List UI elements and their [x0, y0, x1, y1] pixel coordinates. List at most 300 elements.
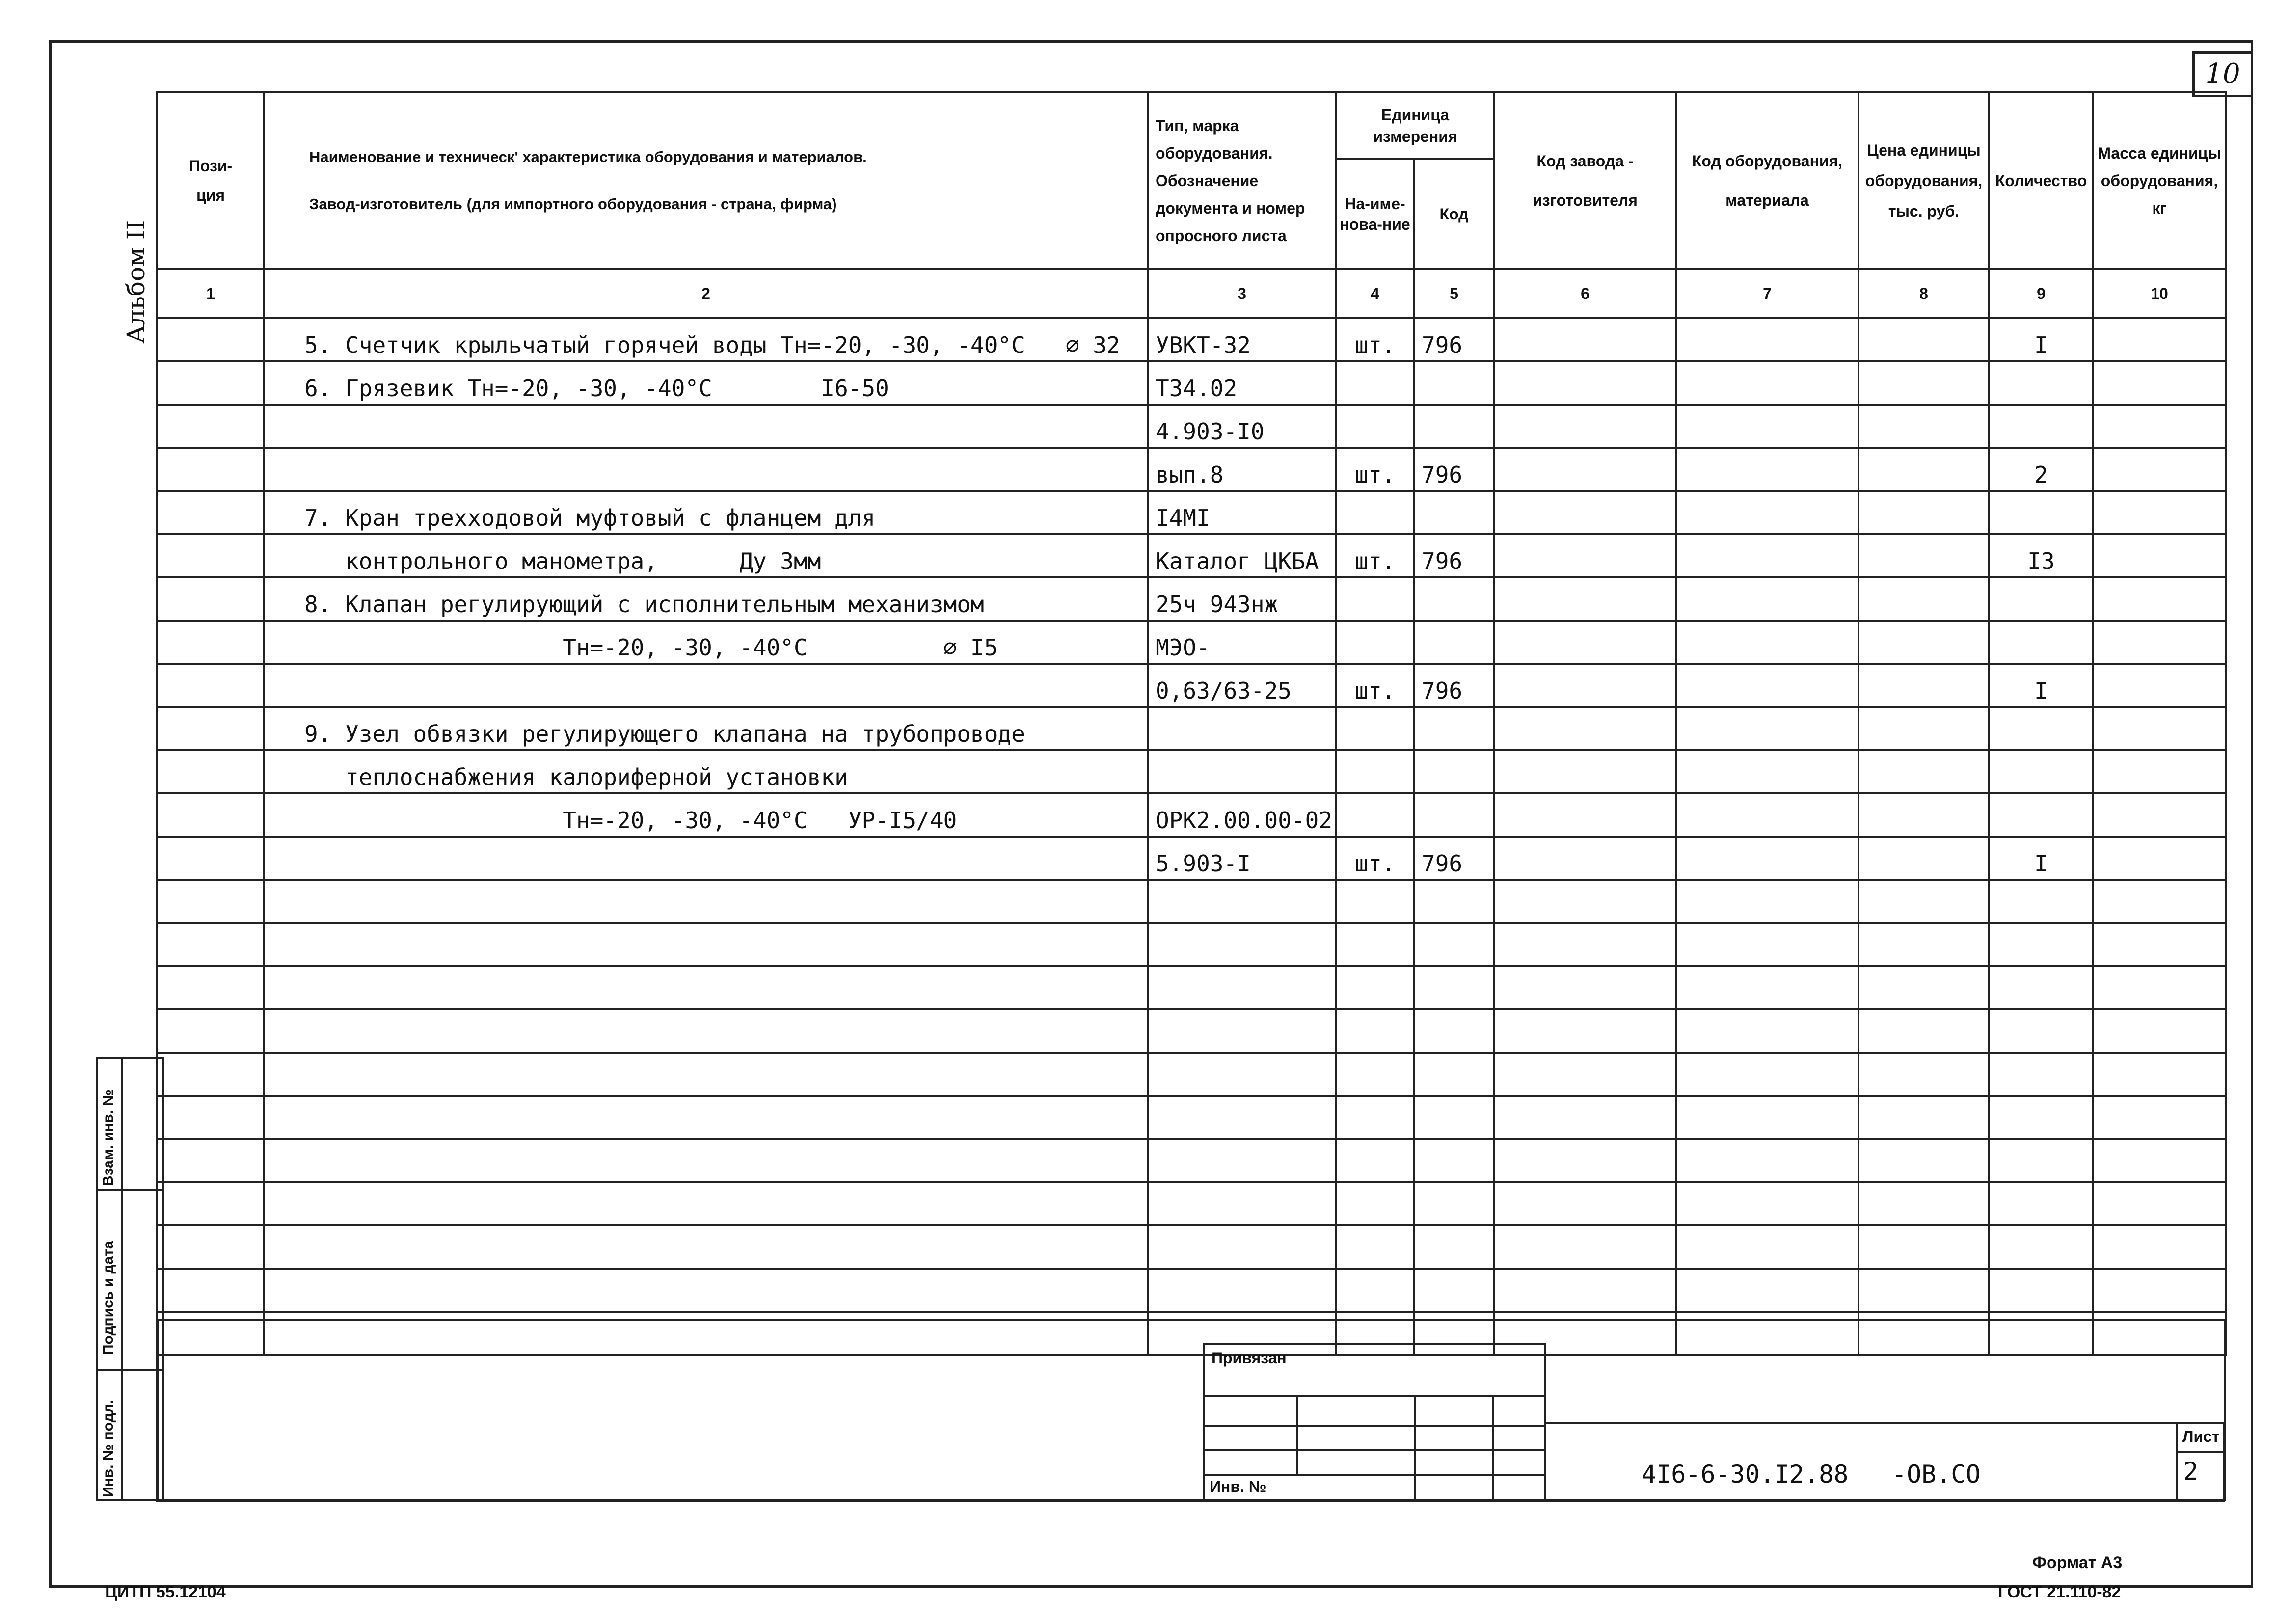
- table-cell-f10: [2093, 966, 2226, 1009]
- table-cell-type: 25ч 943нж: [1148, 577, 1336, 621]
- table-cell-f7: [1676, 793, 1859, 837]
- table-cell-type: [1148, 1053, 1336, 1096]
- header-type: [1148, 92, 1336, 269]
- table-cell-f6: [1494, 923, 1676, 966]
- header-unit-name-text: На-име-нова-ние: [1340, 195, 1410, 233]
- table-cell-qty: [1989, 1139, 2093, 1182]
- table-cell-pos: [157, 923, 264, 966]
- table-cell-pos: [157, 966, 264, 1009]
- table-cell-unit: [1336, 793, 1414, 837]
- table-cell-f8: [1859, 318, 1989, 361]
- sheet-corner-number: 10: [2192, 51, 2253, 97]
- table-cell-code: [1414, 1139, 1494, 1182]
- side-box-divider: [121, 1057, 123, 1501]
- table-cell-pos: [157, 361, 264, 405]
- table-cell-type: [1148, 707, 1336, 750]
- table-cell-name: [264, 1269, 1148, 1312]
- table-row: [157, 1009, 2226, 1053]
- stamp-vline: [1492, 1395, 1494, 1500]
- table-cell-code: 796: [1414, 534, 1494, 577]
- table-cell-pos: [157, 707, 264, 750]
- table-cell-f7: [1676, 1053, 1859, 1096]
- table-cell-qty: [1989, 750, 2093, 793]
- table-cell-unit: [1336, 1009, 1414, 1053]
- table-row: [157, 361, 2226, 405]
- table-cell-unit: шт.: [1336, 534, 1414, 577]
- table-cell-f6: [1494, 707, 1676, 750]
- table-cell-f7: [1676, 448, 1859, 491]
- table-cell-f7: [1676, 534, 1859, 577]
- album-label: Альбом II: [122, 220, 150, 344]
- table-row: [157, 880, 2226, 923]
- table-cell-unit: [1336, 1182, 1414, 1225]
- col-num: 2: [264, 269, 1148, 318]
- table-cell-f6: [1494, 621, 1676, 664]
- table-cell-name: 6. Грязевик Тн=-20, -30, -40°С I6-50: [264, 361, 1148, 405]
- table-cell-name: 7. Кран трехходовой муфтовый с фланцем для: [264, 491, 1148, 534]
- table-cell-f8: [1859, 923, 1989, 966]
- table-cell-f8: [1859, 793, 1989, 837]
- col-num: 3: [1148, 269, 1336, 318]
- table-cell-code: [1414, 1182, 1494, 1225]
- header-price-text: Цена единицы оборудования, тыс. руб.: [1865, 141, 1983, 220]
- header-position-text: Пози- ция: [189, 157, 233, 204]
- table-cell-unit: [1336, 1053, 1414, 1096]
- header-unit-code: [1414, 159, 1494, 269]
- table-cell-code: 796: [1414, 448, 1494, 491]
- table-cell-qty: [1989, 1096, 2093, 1139]
- table-cell-name: [264, 1182, 1148, 1225]
- table-cell-f6: [1494, 1009, 1676, 1053]
- table-cell-unit: [1336, 405, 1414, 448]
- header-unit-code-text: Код: [1439, 205, 1469, 223]
- table-cell-f6: [1494, 750, 1676, 793]
- table-cell-f7: [1676, 405, 1859, 448]
- format-label: Формат А3: [2032, 1553, 2123, 1572]
- table-cell-f6: [1494, 1269, 1676, 1312]
- table-cell-f10: [2093, 448, 2226, 491]
- table-cell-type: [1148, 1225, 1336, 1269]
- col-num: 1: [157, 269, 264, 318]
- table-cell-f8: [1859, 1269, 1989, 1312]
- table-cell-pos: [157, 1009, 264, 1053]
- table-cell-pos: [157, 491, 264, 534]
- table-cell-pos: [157, 793, 264, 837]
- table-cell-f7: [1676, 491, 1859, 534]
- table-row: [157, 405, 2226, 448]
- table-cell-f7: [1676, 361, 1859, 405]
- table-cell-type: [1148, 1096, 1336, 1139]
- table-row: [157, 793, 2226, 837]
- table-row: [157, 621, 2226, 664]
- table-cell-f8: [1859, 664, 1989, 707]
- table-cell-type: 5.903-I: [1148, 837, 1336, 880]
- table-cell-f10: [2093, 1009, 2226, 1053]
- table-cell-qty: [1989, 1225, 2093, 1269]
- table-cell-code: [1414, 793, 1494, 837]
- table-cell-name: [264, 880, 1148, 923]
- table-cell-pos: [157, 405, 264, 448]
- table-cell-pos: [157, 1139, 264, 1182]
- table-cell-type: [1148, 750, 1336, 793]
- table-cell-name: контрольного манометра, Ду 3мм: [264, 534, 1148, 577]
- header-name-line1: Наименование и техническ' характеристика оборудования и материалов.: [309, 148, 867, 165]
- table-cell-pos: [157, 1225, 264, 1269]
- table-cell-unit: шт.: [1336, 448, 1414, 491]
- col-num: 6: [1494, 269, 1676, 318]
- table-cell-f6: [1494, 1053, 1676, 1096]
- table-cell-f7: [1676, 1139, 1859, 1182]
- table-cell-qty: [1989, 707, 2093, 750]
- table-cell-f7: [1676, 1269, 1859, 1312]
- table-cell-code: 796: [1414, 318, 1494, 361]
- specification-table: [156, 91, 2227, 1356]
- table-cell-f10: [2093, 1225, 2226, 1269]
- table-cell-type: [1148, 1139, 1336, 1182]
- table-cell-f10: [2093, 664, 2226, 707]
- table-cell-f10: [2093, 837, 2226, 880]
- table-cell-qty: [1989, 577, 2093, 621]
- header-factory-code-text: Код завода - изготовителя: [1533, 152, 1638, 209]
- list-label: Лист: [2182, 1428, 2220, 1445]
- header-name: [264, 92, 1148, 269]
- header-type-text: Тип, марка оборудования. Обозначение документа и номер опросного листа: [1156, 117, 1305, 244]
- table-cell-name: [264, 1225, 1148, 1269]
- table-cell-type: 4.903-I0: [1148, 405, 1336, 448]
- table-cell-qty: [1989, 361, 2093, 405]
- title-block-line: [1544, 1422, 2225, 1424]
- table-cell-pos: [157, 1182, 264, 1225]
- table-cell-qty: [1989, 793, 2093, 837]
- header-equipment-code-text: Код оборудования, материала: [1692, 152, 1843, 209]
- header-price: [1859, 92, 1989, 269]
- table-cell-name: [264, 1009, 1148, 1053]
- table-cell-name: 5. Счетчик крыльчатый горячей воды Тн=-20, -30, -40°С ⌀ 32: [264, 318, 1148, 361]
- table-cell-unit: [1336, 1225, 1414, 1269]
- table-cell-f7: [1676, 664, 1859, 707]
- table-cell-qty: 2: [1989, 448, 2093, 491]
- table-cell-f6: [1494, 793, 1676, 837]
- table-cell-qty: [1989, 491, 2093, 534]
- table-cell-code: [1414, 491, 1494, 534]
- table-cell-code: 796: [1414, 837, 1494, 880]
- table-cell-code: [1414, 405, 1494, 448]
- table-cell-pos: [157, 837, 264, 880]
- table-cell-f8: [1859, 1182, 1989, 1225]
- table-cell-f10: [2093, 534, 2226, 577]
- table-cell-f6: [1494, 1182, 1676, 1225]
- table-cell-f10: [2093, 1182, 2226, 1225]
- table-cell-code: [1414, 1009, 1494, 1053]
- table-cell-f8: [1859, 577, 1989, 621]
- side-label-inv-podl: Инв. № подл.: [100, 1399, 116, 1497]
- table-cell-type: Т34.02: [1148, 361, 1336, 405]
- table-cell-f10: [2093, 1096, 2226, 1139]
- side-label-vzam: Взам. инв. №: [100, 1089, 116, 1186]
- table-cell-unit: шт.: [1336, 318, 1414, 361]
- table-cell-code: [1414, 577, 1494, 621]
- table-cell-f8: [1859, 707, 1989, 750]
- table-row: [157, 534, 2226, 577]
- table-cell-qty: [1989, 880, 2093, 923]
- table-cell-pos: [157, 1269, 264, 1312]
- table-cell-type: Каталог ЦКБА: [1148, 534, 1336, 577]
- header-unit-group: [1336, 92, 1494, 159]
- table-cell-pos: [157, 534, 264, 577]
- header-position: [157, 92, 264, 269]
- table-row: [157, 837, 2226, 880]
- table-cell-f7: [1676, 1009, 1859, 1053]
- inv-no-label: Инв. №: [1210, 1478, 1266, 1495]
- table-cell-name: [264, 1139, 1148, 1182]
- table-cell-f6: [1494, 1096, 1676, 1139]
- table-row: [157, 1139, 2226, 1182]
- table-cell-type: [1148, 880, 1336, 923]
- table-cell-f8: [1859, 880, 1989, 923]
- table-cell-unit: [1336, 750, 1414, 793]
- table-cell-pos: [157, 621, 264, 664]
- table-cell-qty: I: [1989, 664, 2093, 707]
- col-num: 9: [1989, 269, 2093, 318]
- table-cell-f7: [1676, 621, 1859, 664]
- table-cell-f6: [1494, 966, 1676, 1009]
- table-row: [157, 318, 2226, 361]
- table-cell-f10: [2093, 1053, 2226, 1096]
- header-quantity-text: Количество: [1995, 172, 2087, 189]
- table-cell-name: [264, 1096, 1148, 1139]
- table-cell-name: [264, 1053, 1148, 1096]
- table-cell-f8: [1859, 405, 1989, 448]
- specification-rows: [157, 318, 2226, 1355]
- table-cell-qty: [1989, 621, 2093, 664]
- table-cell-type: [1148, 1269, 1336, 1312]
- table-cell-unit: [1336, 577, 1414, 621]
- table-cell-pos: [157, 1096, 264, 1139]
- table-cell-code: [1414, 621, 1494, 664]
- table-cell-f8: [1859, 750, 1989, 793]
- header-factory-code: [1494, 92, 1676, 269]
- table-cell-f10: [2093, 491, 2226, 534]
- table-cell-f6: [1494, 664, 1676, 707]
- table-cell-name: [264, 664, 1148, 707]
- table-cell-unit: [1336, 1269, 1414, 1312]
- table-cell-f10: [2093, 707, 2226, 750]
- table-cell-unit: шт.: [1336, 837, 1414, 880]
- table-cell-pos: [157, 880, 264, 923]
- header-row-top: [157, 92, 2226, 159]
- table-cell-type: УВКТ-32: [1148, 318, 1336, 361]
- table-cell-type: ОРК2.00.00-02: [1148, 793, 1336, 837]
- table-cell-f8: [1859, 621, 1989, 664]
- table-cell-code: [1414, 966, 1494, 1009]
- table-row: [157, 1182, 2226, 1225]
- table-row: [157, 1096, 2226, 1139]
- table-cell-qty: I3: [1989, 534, 2093, 577]
- list-cell: [2176, 1422, 2225, 1501]
- table-cell-name: 8. Клапан регулирующий с исполнительным механизмом: [264, 577, 1148, 621]
- table-cell-qty: [1989, 966, 2093, 1009]
- table-cell-code: [1414, 880, 1494, 923]
- header-unit-group-text: Единица измерения: [1373, 106, 1457, 145]
- document-code: 4I6-6-30.I2.88: [1642, 1460, 1849, 1489]
- table-cell-f7: [1676, 966, 1859, 1009]
- table-cell-f7: [1676, 707, 1859, 750]
- table-cell-unit: шт.: [1336, 664, 1414, 707]
- table-cell-unit: [1336, 923, 1414, 966]
- bottom-left-line: [156, 1319, 159, 1501]
- list-value: 2: [2183, 1457, 2199, 1486]
- table-cell-f10: [2093, 1269, 2226, 1312]
- table-cell-f10: [2093, 923, 2226, 966]
- table-cell-qty: [1989, 1009, 2093, 1053]
- list-divider: [2178, 1451, 2223, 1453]
- table-cell-f6: [1494, 361, 1676, 405]
- table-cell-f10: [2093, 1139, 2226, 1182]
- col-num: 8: [1859, 269, 1989, 318]
- privyazan-label: Привязан: [1212, 1349, 1287, 1367]
- stamp-vline: [1296, 1395, 1298, 1476]
- table-cell-code: [1414, 361, 1494, 405]
- table-cell-f8: [1859, 1139, 1989, 1182]
- table-cell-name: [264, 405, 1148, 448]
- table-cell-type: МЭО-: [1148, 621, 1336, 664]
- table-cell-code: 796: [1414, 664, 1494, 707]
- table-cell-unit: [1336, 707, 1414, 750]
- gost-label: ГОСТ 21.110-82: [1998, 1583, 2121, 1601]
- col-num: 10: [2093, 269, 2226, 318]
- table-cell-f6: [1494, 318, 1676, 361]
- table-row: [157, 750, 2226, 793]
- table-cell-pos: [157, 448, 264, 491]
- table-row: [157, 1269, 2226, 1312]
- table-cell-f6: [1494, 1139, 1676, 1182]
- bottom-border-line: [156, 1319, 2225, 1321]
- table-cell-name: теплоснабжения калориферной установки: [264, 750, 1148, 793]
- table-cell-name: [264, 923, 1148, 966]
- header-mass-text: Масса единицы оборудования, кг: [2098, 144, 2221, 217]
- table-cell-f8: [1859, 1225, 1989, 1269]
- col-num: 5: [1414, 269, 1494, 318]
- stamp-vline: [1414, 1395, 1416, 1500]
- table-cell-f10: [2093, 318, 2226, 361]
- table-cell-name: Тн=-20, -30, -40°С УР-I5/40: [264, 793, 1148, 837]
- table-cell-pos: [157, 750, 264, 793]
- table-cell-f6: [1494, 534, 1676, 577]
- table-cell-code: [1414, 750, 1494, 793]
- table-cell-f6: [1494, 448, 1676, 491]
- table-cell-type: вып.8: [1148, 448, 1336, 491]
- table-cell-f7: [1676, 577, 1859, 621]
- table-cell-type: [1148, 966, 1336, 1009]
- table-cell-f8: [1859, 837, 1989, 880]
- table-cell-f7: [1676, 1096, 1859, 1139]
- table-cell-unit: [1336, 491, 1414, 534]
- table-cell-f6: [1494, 880, 1676, 923]
- table-cell-code: [1414, 923, 1494, 966]
- citp-label: ЦИТП 55.12104: [105, 1583, 226, 1601]
- table-cell-f8: [1859, 448, 1989, 491]
- table-cell-pos: [157, 318, 264, 361]
- column-number-row: [157, 269, 2226, 318]
- table-cell-f7: [1676, 1225, 1859, 1269]
- table-cell-f10: [2093, 621, 2226, 664]
- table-cell-f7: [1676, 750, 1859, 793]
- table-row: [157, 577, 2226, 621]
- document-suffix: -ОВ.СО: [1892, 1460, 1981, 1489]
- table-cell-code: [1414, 1269, 1494, 1312]
- table-cell-qty: [1989, 1182, 2093, 1225]
- table-cell-code: [1414, 1225, 1494, 1269]
- table-cell-unit: [1336, 880, 1414, 923]
- table-cell-type: [1148, 1182, 1336, 1225]
- table-cell-qty: [1989, 1269, 2093, 1312]
- table-cell-f10: [2093, 793, 2226, 837]
- side-label-podpis: Подпись и дата: [100, 1241, 116, 1355]
- table-row: [157, 664, 2226, 707]
- table-cell-unit: [1336, 1096, 1414, 1139]
- table-cell-f10: [2093, 577, 2226, 621]
- table-cell-f8: [1859, 1009, 1989, 1053]
- table-cell-name: [264, 448, 1148, 491]
- table-cell-f8: [1859, 966, 1989, 1009]
- table-cell-f7: [1676, 1182, 1859, 1225]
- col-num: 4: [1336, 269, 1414, 318]
- table-cell-name: [264, 966, 1148, 1009]
- table-cell-pos: [157, 577, 264, 621]
- header-mass: [2093, 92, 2226, 269]
- table-cell-pos: [157, 1053, 264, 1096]
- table-cell-f10: [2093, 361, 2226, 405]
- col-num: 7: [1676, 269, 1859, 318]
- table-row: [157, 1053, 2226, 1096]
- header-quantity: [1989, 92, 2093, 269]
- table-cell-f8: [1859, 491, 1989, 534]
- table-cell-code: [1414, 707, 1494, 750]
- table-cell-name: [264, 837, 1148, 880]
- table-row: [157, 923, 2226, 966]
- table-cell-qty: [1989, 405, 2093, 448]
- table-cell-code: [1414, 1096, 1494, 1139]
- table-row: [157, 1225, 2226, 1269]
- table-cell-type: I4MI: [1148, 491, 1336, 534]
- table-cell-f7: [1676, 318, 1859, 361]
- table-cell-f6: [1494, 837, 1676, 880]
- table-cell-unit: [1336, 621, 1414, 664]
- header-equipment-code: [1676, 92, 1859, 269]
- table-cell-f6: [1494, 577, 1676, 621]
- table-cell-f6: [1494, 1225, 1676, 1269]
- table-cell-f10: [2093, 880, 2226, 923]
- table-cell-code: [1414, 1053, 1494, 1096]
- table-cell-f7: [1676, 923, 1859, 966]
- header-unit-name: [1336, 159, 1414, 269]
- table-row: [157, 966, 2226, 1009]
- table-cell-f7: [1676, 880, 1859, 923]
- table-cell-f7: [1676, 837, 1859, 880]
- table-row: [157, 448, 2226, 491]
- table-cell-f8: [1859, 1096, 1989, 1139]
- privyazan-stamp: [1203, 1343, 1546, 1501]
- table-cell-name: 9. Узел обвязки регулирующего клапана на трубопроводе: [264, 707, 1148, 750]
- table-row: [157, 491, 2226, 534]
- table-cell-qty: [1989, 923, 2093, 966]
- table-cell-unit: [1336, 1139, 1414, 1182]
- table-row: [157, 707, 2226, 750]
- bottom-base-line: [156, 1499, 2225, 1502]
- table-cell-f8: [1859, 361, 1989, 405]
- table-cell-pos: [157, 664, 264, 707]
- table-cell-unit: [1336, 361, 1414, 405]
